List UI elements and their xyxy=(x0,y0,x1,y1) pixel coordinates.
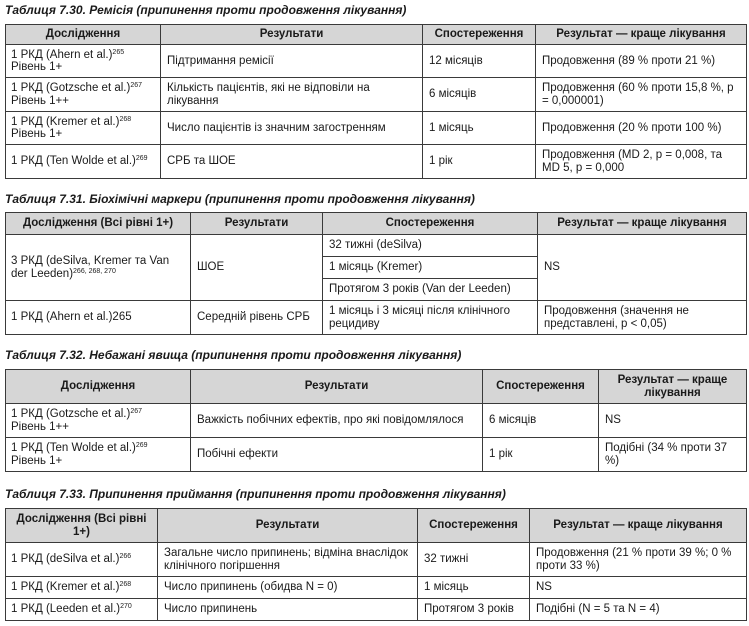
result-cell: Число припинень (обидва N = 0) xyxy=(158,577,418,599)
table-row xyxy=(6,45,747,78)
table-header-row xyxy=(6,213,747,235)
observation-cell: Протягом 3 років xyxy=(418,599,530,621)
result-cell: Загальне число припинень; відміна внаслідок клінічного погіршення xyxy=(158,543,418,577)
table-7-33-caption: Таблиця 7.33. Припинення приймання (припинення проти продовження лікування) xyxy=(5,487,506,501)
table-row xyxy=(6,543,747,577)
result-cell: Число пацієнтів із значним загостренням xyxy=(161,112,423,145)
table-7-33 xyxy=(5,508,747,621)
result-cell: Середній рівень СРБ xyxy=(191,301,323,335)
observation-cell: 6 місяців xyxy=(483,404,599,438)
column-header: Результат — краще лікування xyxy=(599,370,747,404)
table-row xyxy=(6,78,747,112)
study-cell: 1 РКД (Leeden et al.)$^{270}$ xyxy=(6,599,158,621)
outcome-cell: Продовження (20 % проти 100 %) xyxy=(536,112,747,145)
study-cell: 1 РКД (Ten Wolde et al.)$^{269}$ xyxy=(6,145,161,179)
observation-cell: 1 місяць (Kremer) xyxy=(323,257,538,279)
table-header-row xyxy=(6,509,747,543)
column-header: Дослідження xyxy=(6,370,191,404)
table-header-row xyxy=(6,25,747,45)
study-cell: 1 РКД (Ten Wolde et al.)$^{269}$ Рівень 1+ xyxy=(6,438,191,472)
result-cell: Важкість побічних ефектів, про які повідомлялося xyxy=(191,404,483,438)
table-7-31-caption: Таблиця 7.31. Біохімічні маркери (припинення проти продовження лікування) xyxy=(5,192,475,206)
table-7-31 xyxy=(5,212,747,335)
result-cell: Підтримання ремісії xyxy=(161,45,423,78)
result-cell: СРБ та ШОЕ xyxy=(161,145,423,179)
observation-cell: 32 тижні (deSilva) xyxy=(323,235,538,257)
table-row xyxy=(6,112,747,145)
column-header: Спостереження xyxy=(323,213,538,235)
observation-cell: 1 місяць xyxy=(423,112,536,145)
column-header: Результати xyxy=(191,213,323,235)
outcome-cell: NS xyxy=(530,577,747,599)
result-cell: Побічні ефекти xyxy=(191,438,483,472)
outcome-cell: NS xyxy=(538,235,747,301)
table-row xyxy=(6,438,747,472)
result-cell: Число припинень xyxy=(158,599,418,621)
outcome-cell: NS xyxy=(599,404,747,438)
outcome-cell: Подібні (N = 5 та N = 4) xyxy=(530,599,747,621)
study-cell: 1 РКД (Ahern et al.)$^{265}$ Рівень 1+ xyxy=(6,45,161,78)
column-header: Результати xyxy=(191,370,483,404)
table-row xyxy=(6,235,747,257)
observation-cell: 12 місяців xyxy=(423,45,536,78)
study-cell: 1 РКД (Ahern et al.)265 xyxy=(6,301,191,335)
result-cell: ШОЕ xyxy=(191,235,323,301)
table-row xyxy=(6,145,747,179)
observation-cell: Протягом 3 років (Van der Leeden) xyxy=(323,279,538,301)
table-header-row xyxy=(6,370,747,404)
column-header: Дослідження xyxy=(6,25,161,45)
column-header: Результат — краще лікування xyxy=(536,25,747,45)
column-header: Результати xyxy=(161,25,423,45)
study-cell: 1 РКД (Kremer et al.)$^{268}$ Рівень 1+ xyxy=(6,112,161,145)
column-header: Результат — краще лікування xyxy=(530,509,747,543)
outcome-cell: Продовження (89 % проти 21 %) xyxy=(536,45,747,78)
outcome-cell: Продовження (значення не представлені, р < 0,05) xyxy=(538,301,747,335)
table-row xyxy=(6,599,747,621)
study-cell: 1 РКД (Gotzsche et al.)$^{267}$ Рівень 1++ xyxy=(6,404,191,438)
table-7-32-caption: Таблиця 7.32. Небажані явища (припинення проти продовження лікування) xyxy=(5,348,462,362)
column-header: Дослідження (Всі рівні 1+) xyxy=(6,509,158,543)
column-header: Результат — краще лікування xyxy=(538,213,747,235)
table-7-32 xyxy=(5,369,747,472)
column-header: Спостереження xyxy=(423,25,536,45)
table-row xyxy=(6,577,747,599)
column-header: Дослідження (Всі рівні 1+) xyxy=(6,213,191,235)
study-cell: 3 РКД (deSilva, Kremer та Van der Leeden)$^{266, 268, 270}$ xyxy=(6,235,191,301)
observation-cell: 1 місяць xyxy=(418,577,530,599)
outcome-cell: Продовження (60 % проти 15,8 %, р = 0,000001) xyxy=(536,78,747,112)
column-header: Спостереження xyxy=(418,509,530,543)
outcome-cell: Продовження (MD 2, р = 0,008, та MD 5, р = 0,000 xyxy=(536,145,747,179)
study-cell: 1 РКД (Gotzsche et al.)$^{267}$ Рівень 1++ xyxy=(6,78,161,112)
study-cell: 1 РКД (Kremer et al.)$^{268}$ xyxy=(6,577,158,599)
result-cell: Кількість пацієнтів, які не відповіли на лікування xyxy=(161,78,423,112)
column-header: Результати xyxy=(158,509,418,543)
observation-cell: 6 місяців xyxy=(423,78,536,112)
table-7-30-caption: Таблиця 7.30. Ремісія (припинення проти продовження лікування) xyxy=(5,3,407,17)
column-header: Спостереження xyxy=(483,370,599,404)
study-cell: 1 РКД (deSilva et al.)$^{266}$ xyxy=(6,543,158,577)
table-row xyxy=(6,404,747,438)
table-row xyxy=(6,301,747,335)
observation-cell: 1 місяць і 3 місяці після клінічного рецидиву xyxy=(323,301,538,335)
observation-cell: 1 рік xyxy=(423,145,536,179)
observation-cell: 1 рік xyxy=(483,438,599,472)
outcome-cell: Продовження (21 % проти 39 %; 0 % проти 33 %) xyxy=(530,543,747,577)
observation-cell: 32 тижні xyxy=(418,543,530,577)
table-7-30 xyxy=(5,24,747,179)
outcome-cell: Подібні (34 % проти 37 %) xyxy=(599,438,747,472)
